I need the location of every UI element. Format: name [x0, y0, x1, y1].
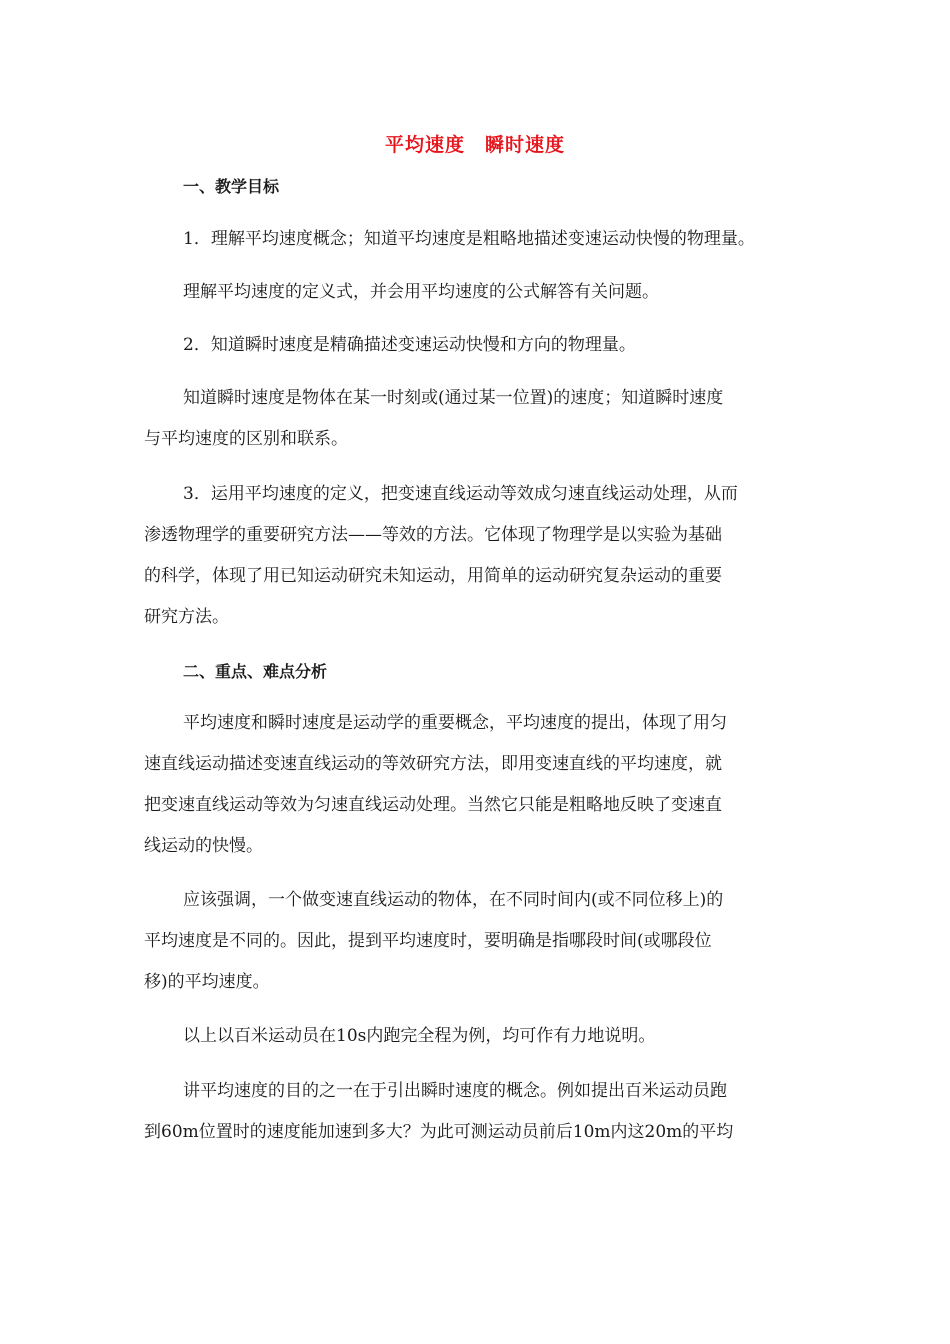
paragraph-goal-2-detail	[144, 378, 824, 460]
paragraph-goal-3	[144, 474, 824, 638]
paragraph-line: 渗透物理学的重要研究方法——等效的方法。它体现了物理学是以实验为基础	[144, 525, 722, 545]
paragraph-line: 1．理解平均速度概念；知道平均速度是粗略地描述变速运动快慢的物理量。	[183, 229, 755, 249]
paragraph-line: 把变速直线运动等效为匀速直线运动处理。当然它只能是粗略地反映了变速直	[144, 795, 722, 815]
paragraph-line: 平均速度是不同的。因此，提到平均速度时，要明确是指哪段时间(或哪段位	[144, 931, 712, 951]
paragraph-key-3	[144, 1016, 824, 1057]
paragraph-line: 的科学，体现了用已知运动研究未知运动，用简单的运动研究复杂运动的重要	[144, 566, 722, 586]
section-heading-key-points: 二、重点、难点分析	[183, 662, 328, 681]
paragraph-line: 研究方法。	[144, 607, 229, 627]
paragraph-goal-2	[144, 325, 824, 366]
paragraph-line: 与平均速度的区别和联系。	[144, 429, 348, 449]
paragraph-line: 到60m位置时的速度能加速到多大？为此可测运动员前后10m内这20m的平均	[144, 1122, 734, 1142]
section-heading-teaching-goals: 一、教学目标	[183, 177, 280, 196]
paragraph-line: 理解平均速度的定义式，并会用平均速度的公式解答有关问题。	[183, 282, 659, 302]
paragraph-key-2	[144, 880, 824, 1003]
paragraph-goal-1	[144, 219, 824, 260]
paragraph-key-1	[144, 703, 824, 867]
paragraph-line: 线运动的快慢。	[144, 836, 263, 856]
paragraph-line: 讲平均速度的目的之一在于引出瞬时速度的概念。例如提出百米运动员跑	[183, 1081, 727, 1101]
paragraph-line: 知道瞬时速度是物体在某一时刻或(通过某一位置)的速度；知道瞬时速度	[183, 388, 724, 408]
paragraph-line: 2．知道瞬时速度是精确描述变速运动快慢和方向的物理量。	[183, 335, 636, 355]
paragraph-line: 以上以百米运动员在10s内跑完全程为例，均可作有力地说明。	[183, 1026, 656, 1046]
document-title: 平均速度 瞬时速度	[384, 134, 565, 156]
paragraph-goal-1-detail	[144, 272, 824, 313]
paragraph-line: 平均速度和瞬时速度是运动学的重要概念，平均速度的提出，体现了用匀	[183, 713, 727, 733]
paragraph-line: 移)的平均速度。	[144, 972, 270, 992]
paragraph-line: 速直线运动描述变速直线运动的等效研究方法，即用变速直线的平均速度，就	[144, 754, 722, 774]
paragraph-key-4	[144, 1071, 824, 1153]
paragraph-line: 3．运用平均速度的定义，把变速直线运动等效成匀速直线运动处理，从而	[183, 484, 738, 504]
paragraph-line: 应该强调，一个做变速直线运动的物体，在不同时间内(或不同位移上)的	[183, 890, 724, 910]
